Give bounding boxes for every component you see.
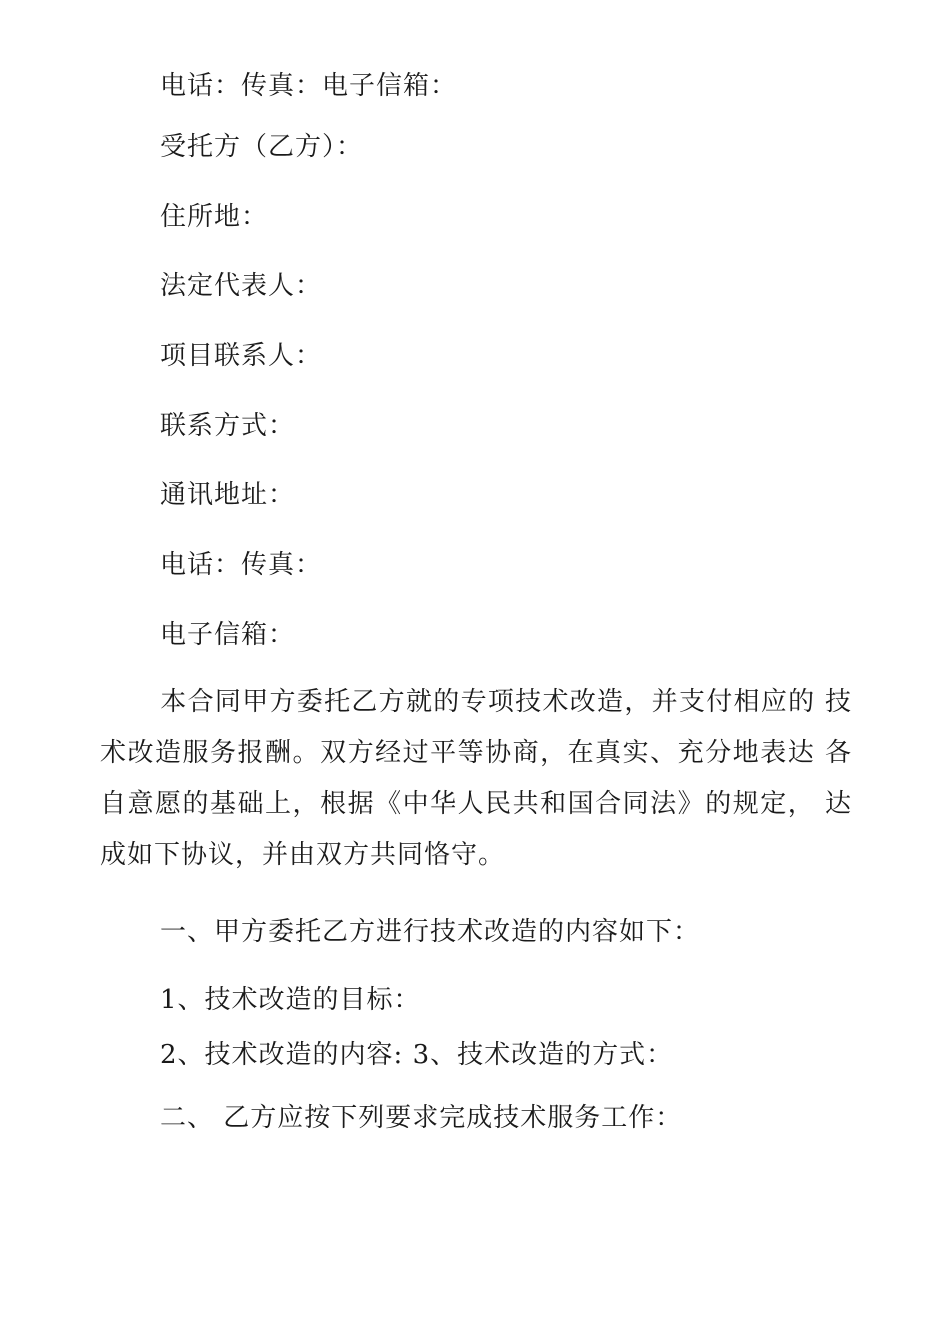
address-label: 住所地： (160, 202, 269, 232)
section-one-heading: 一、甲方委托乙方进行技术改造的内容如下： (160, 917, 701, 947)
section-one-item-1: 1、技术改造的目标： (160, 985, 421, 1015)
trustee-label: 受托方（乙方）： (160, 132, 364, 162)
project-contact-label: 项目联系人： (160, 341, 323, 371)
contact-method-label: 联系方式： (160, 411, 296, 441)
contract-intro-paragraph (100, 677, 852, 881)
mailing-address-label: 通讯地址： (160, 480, 296, 510)
phone-fax-label: 电话：传真： (160, 550, 323, 580)
email-label: 电子信箱： (160, 620, 296, 650)
legal-representative-label: 法定代表人： (160, 271, 323, 301)
section-one-item-2: 2、技术改造的内容: 3、技术改造的方式： (160, 1040, 674, 1070)
contract-intro-text: 本合同甲方委托乙方就的专项技术改造，并支付相应的 技术改造服务报酬。双方经过平等协商，在真实、充分地表达 各自意愿的基础上，根据《中华人民共和国合同法》的规定， 达成如下协议，并由双方共同恪守。 (100, 687, 852, 870)
contact-line-phone-fax-email: 电话：传真：电子信箱： (160, 71, 458, 101)
section-two-heading: 二、 乙方应按下列要求完成技术服务工作： (160, 1103, 683, 1133)
